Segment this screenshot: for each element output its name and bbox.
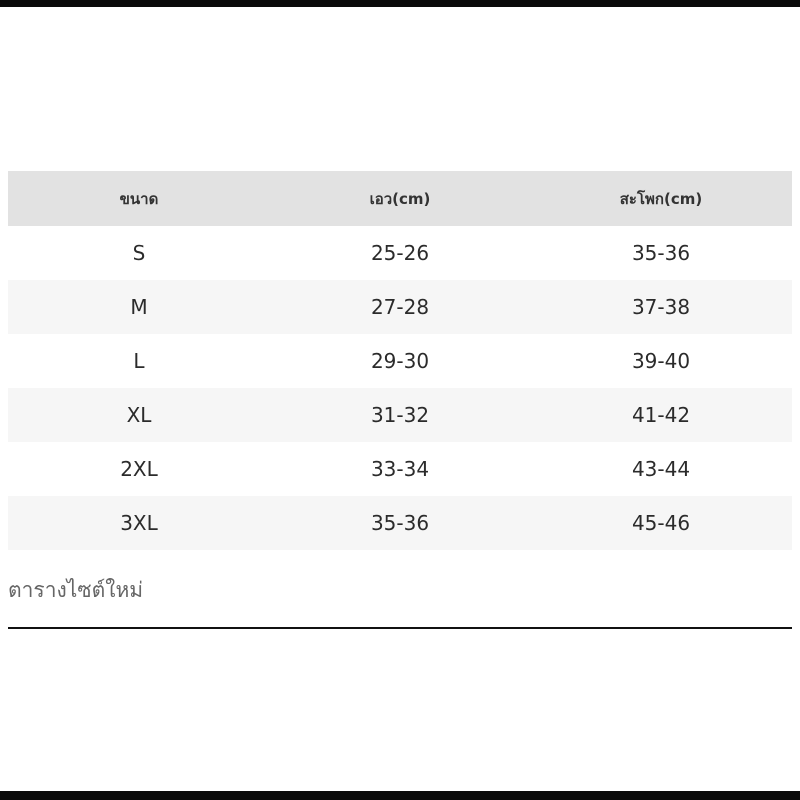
cell-waist: 33-34 bbox=[370, 457, 430, 481]
cell-size: M bbox=[130, 295, 148, 319]
divider-line bbox=[8, 627, 792, 629]
cell-hip: 45-46 bbox=[631, 511, 691, 535]
cell-hip: 39-40 bbox=[631, 349, 691, 373]
cell-size: XL bbox=[126, 403, 152, 427]
table-row bbox=[8, 334, 792, 388]
bottom-black-bar bbox=[0, 791, 800, 800]
cell-size: S bbox=[132, 241, 146, 265]
cell-waist: 25-26 bbox=[370, 241, 430, 265]
cell-hip: 41-42 bbox=[631, 403, 691, 427]
cell-size: 3XL bbox=[120, 511, 158, 535]
table-row bbox=[8, 496, 792, 550]
cell-waist: 35-36 bbox=[370, 511, 430, 535]
table-row bbox=[8, 442, 792, 496]
cell-hip: 35-36 bbox=[631, 241, 691, 265]
cell-hip: 43-44 bbox=[631, 457, 691, 481]
cell-waist: 31-32 bbox=[370, 403, 430, 427]
size-chart-table bbox=[8, 171, 792, 550]
table-row bbox=[8, 280, 792, 334]
header-size: ขนาด bbox=[119, 189, 159, 208]
table-row bbox=[8, 388, 792, 442]
cell-size: 2XL bbox=[120, 457, 158, 481]
cell-waist: 27-28 bbox=[370, 295, 430, 319]
cell-waist: 29-30 bbox=[370, 349, 430, 373]
size-chart-caption: ตารางไซต์ใหม่ bbox=[8, 578, 144, 602]
cell-hip: 37-38 bbox=[631, 295, 691, 319]
header-hip: สะโพก(cm) bbox=[619, 189, 703, 208]
cell-size: L bbox=[133, 349, 145, 373]
top-black-bar bbox=[0, 0, 800, 7]
header-waist: เอว(cm) bbox=[369, 189, 431, 208]
table-row bbox=[8, 226, 792, 280]
table-header-row bbox=[8, 171, 792, 226]
